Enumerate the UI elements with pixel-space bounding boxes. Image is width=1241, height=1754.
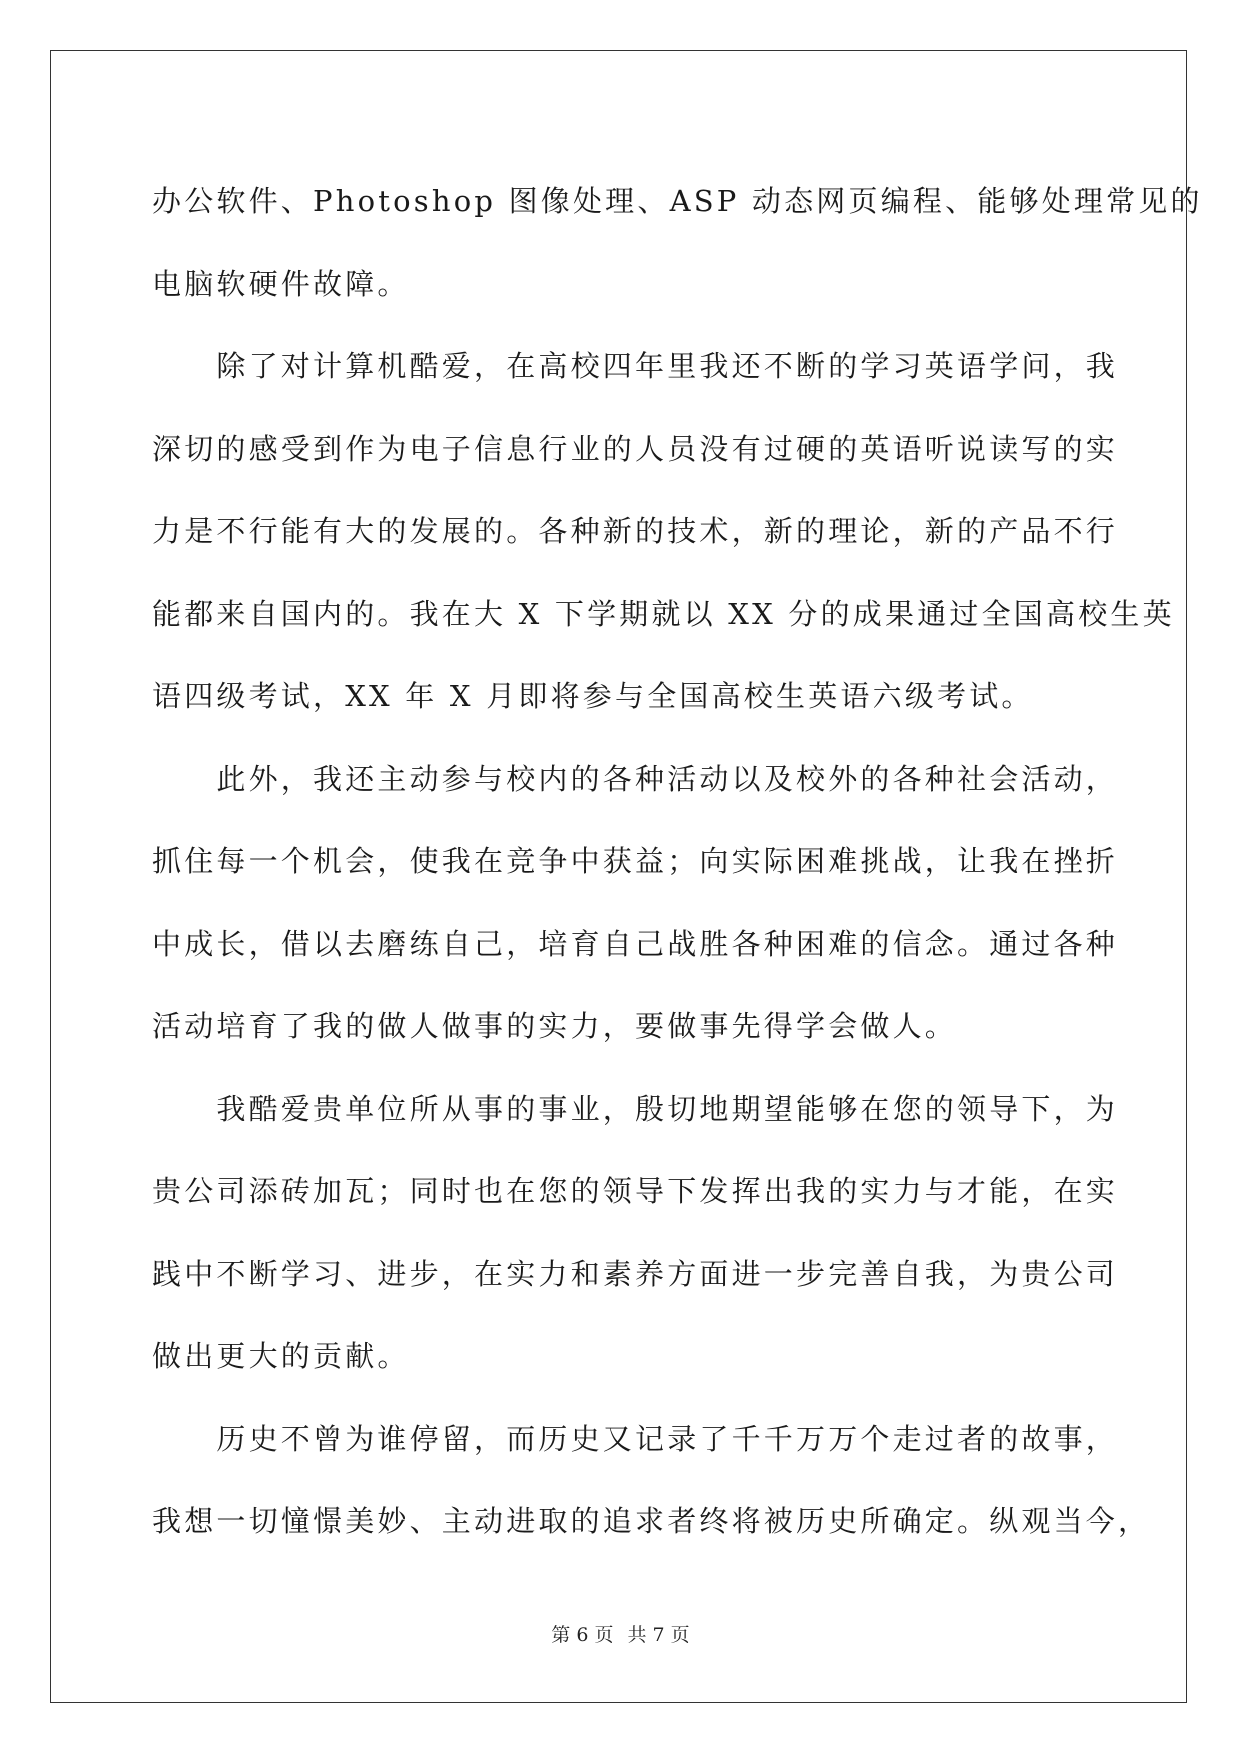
text-line: 中成长，借以去磨练自己，培育自己战胜各种困难的信念。通过各种 [152,926,1119,961]
text-line: 电脑软硬件故障。 [152,266,410,301]
page-number: 第 6 页 [551,1624,614,1646]
text-line: 践中不断学习、进步，在实力和素养方面进一步完善自我，为贵公司 [152,1256,1119,1291]
text-line: 我酷爱贵单位所从事的事业，殷切地期望能够在您的领导下，为 [152,1091,1119,1126]
text-line: 此外，我还主动参与校内的各种活动以及校外的各种社会活动， [152,761,1119,796]
text-line: 力是不行能有大的发展的。各种新的技术，新的理论，新的产品不行 [152,514,1119,548]
text-line: 深切的感受到作为电子信息行业的人员没有过硬的英语听说读写的实 [152,431,1119,466]
text-line: 历史不曾为谁停留，而历史又记录了千千万万个走过者的故事， [152,1421,1119,1456]
text-line: 除了对计算机酷爱，在高校四年里我还不断的学习英语学问，我 [152,349,1119,383]
text-line: 抓住每一个机会，使我在竞争中获益；向实际困难挑战，让我在挫折 [152,844,1119,878]
text-line: 我想一切憧憬美妙、主动进取的追求者终将被历史所确定。纵观当今， [152,1504,1151,1538]
text-line: 贵公司添砖加瓦；同时也在您的领导下发挥出我的实力与才能，在实 [152,1174,1119,1208]
text-line: 办公软件、Photoshop 图像处理、ASP 动态网页编程、能够处理常见的 [152,184,1203,218]
text-line: 语四级考试，XX 年 X 月即将参与全国高校生英语六级考试。 [152,679,1034,713]
document-body [152,160,1203,1563]
page-total: 共 7 页 [627,1624,690,1646]
page-footer [0,1620,1241,1647]
text-line: 活动培育了我的做人做事的实力，要做事先得学会做人。 [152,1009,958,1043]
text-line: 做出更大的贡献。 [152,1339,410,1373]
text-line: 能都来自国内的。我在大 X 下学期就以 XX 分的成果通过全国高校生英 [152,596,1175,631]
